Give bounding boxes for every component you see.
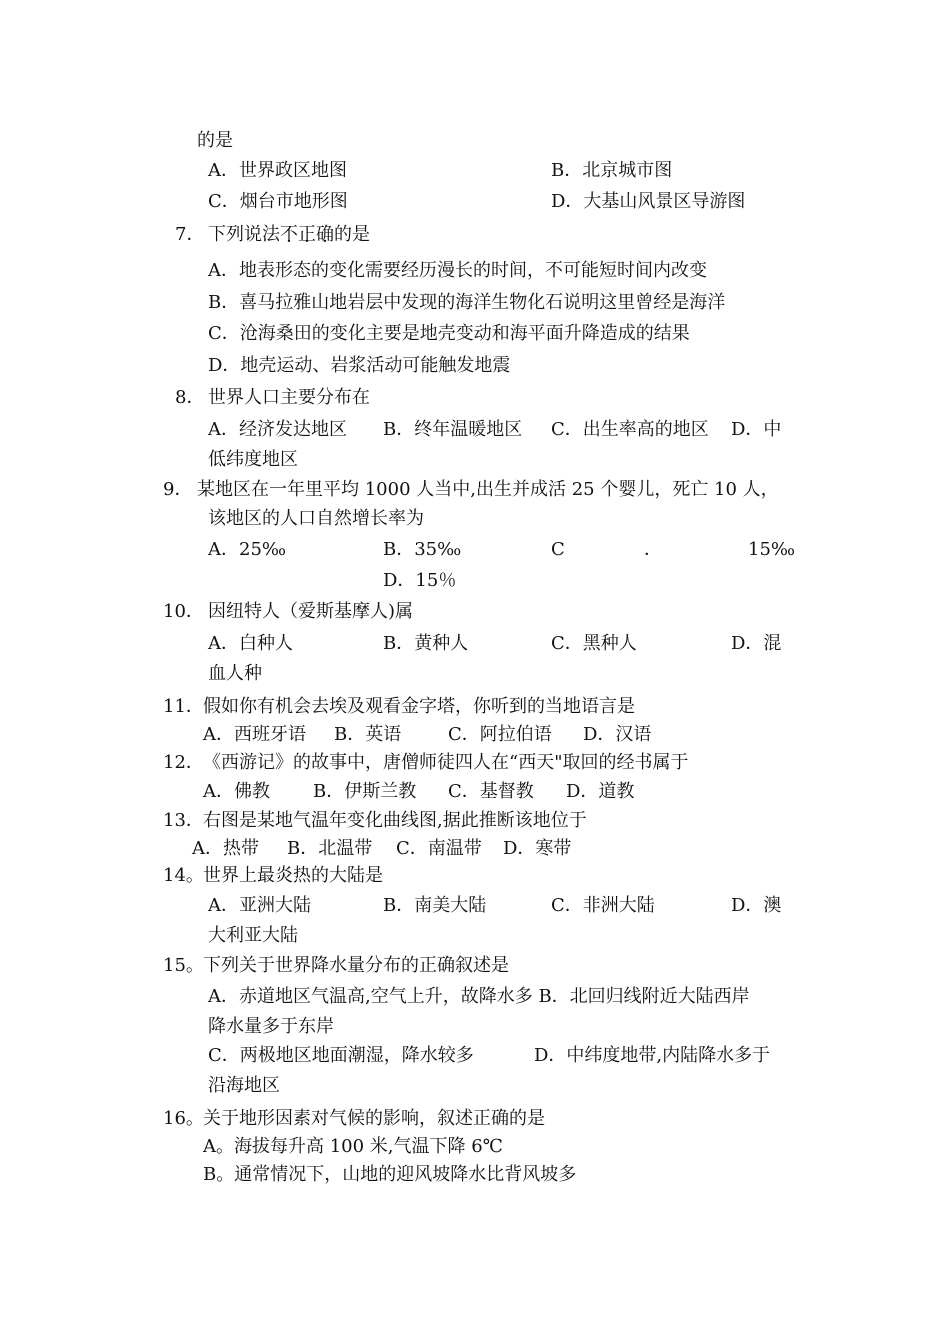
q15-option-b-continued: 降水量多于东岸 bbox=[208, 1016, 334, 1037]
q6-option-b: B．北京城市图 bbox=[551, 160, 673, 181]
q13-stem: 右图是某地气温年变化曲线图,据此推断该地位于 bbox=[203, 810, 587, 831]
q14-option-a: A．亚洲大陆 bbox=[208, 895, 311, 916]
q14-stem: 世界上最炎热的大陆是 bbox=[203, 865, 383, 886]
q12-option-d: D．道教 bbox=[566, 781, 635, 802]
q9-number: 9． bbox=[163, 479, 193, 500]
q7-number: 7． bbox=[175, 224, 205, 245]
q10-option-a: A．白种人 bbox=[208, 633, 293, 654]
q15-option-d: D．中纬度地带,内陆降水多于 bbox=[534, 1045, 771, 1066]
q14-option-d: D．澳 bbox=[731, 895, 782, 916]
q14-option-c: C．非洲大陆 bbox=[551, 895, 655, 916]
q12-stem: 《西游记》的故事中，唐僧师徒四人在“西天"取回的经书属于 bbox=[203, 752, 689, 773]
q15-option-a-b: A．赤道地区气温高,空气上升，故降水多 B．北回归线附近大陆西岸 bbox=[208, 986, 750, 1007]
q9-option-c-value: 15‰ bbox=[748, 539, 796, 560]
q7-option-d: D．地壳运动、岩浆活动可能触发地震 bbox=[208, 355, 511, 376]
q8-option-d-continued: 低纬度地区 bbox=[208, 449, 298, 470]
q11-option-a: A．西班牙语 bbox=[203, 724, 306, 745]
q12-option-c: C．基督教 bbox=[448, 781, 534, 802]
q9-option-d: D．15％ bbox=[383, 570, 457, 591]
q13-option-d: D．寒带 bbox=[503, 838, 572, 859]
q16-number: 16。 bbox=[163, 1108, 204, 1129]
q15-stem: 下列关于世界降水量分布的正确叙述是 bbox=[203, 955, 509, 976]
q8-option-d: D．中 bbox=[731, 419, 782, 440]
q7-stem-pre: 下列说法 bbox=[208, 224, 280, 245]
q14-number: 14。 bbox=[163, 865, 204, 886]
q16-option-a: A。海拔每升高 100 米,气温下降 6℃ bbox=[203, 1136, 503, 1157]
q7-option-b: B．喜马拉雅山地岩层中发现的海洋生物化石说明这里曾经是海洋 bbox=[208, 292, 726, 313]
q7-emphasis-char-2: 正 bbox=[298, 224, 316, 245]
q6-stem-tail: 的是 bbox=[197, 130, 233, 151]
q14-option-b: B．南美大陆 bbox=[383, 895, 487, 916]
q7-stem-post: 的是 bbox=[334, 224, 370, 245]
q7-option-a: A．地表形态的变化需要经历漫长的时间，不可能短时间内改变 bbox=[208, 260, 707, 281]
q12-option-a: A．佛教 bbox=[203, 781, 270, 802]
q9-stem-continued: 该地区的人口自然增长率为 bbox=[208, 508, 424, 529]
q10-option-b: B．黄种人 bbox=[383, 633, 469, 654]
q9-stem: 某地区在一年里平均 1000 人当中,出生并成活 25 个婴儿，死亡 10 人， bbox=[197, 479, 779, 500]
q11-stem: 假如你有机会去埃及观看金字塔，你听到的当地语言是 bbox=[203, 696, 635, 717]
q9-option-b: B．35‰ bbox=[383, 539, 462, 560]
q15-option-c: C．两极地区地面潮湿，降水较多 bbox=[208, 1045, 474, 1066]
q13-option-c: C．南温带 bbox=[396, 838, 482, 859]
q6-option-c: C．烟台市地形图 bbox=[208, 191, 348, 212]
q13-number: 13． bbox=[163, 810, 204, 831]
q7-stem bbox=[208, 224, 370, 246]
q6-option-d: D．大基山风景区导游图 bbox=[551, 191, 746, 212]
q9-option-c-letter: C bbox=[551, 539, 565, 560]
q13-option-a: A．热带 bbox=[192, 838, 259, 859]
q13-option-b: B．北温带 bbox=[287, 838, 373, 859]
q9-option-c-dot: ． bbox=[644, 539, 662, 560]
q12-option-b: B．伊斯兰教 bbox=[313, 781, 417, 802]
q10-number: 10． bbox=[163, 601, 204, 622]
q8-option-b: B．终年温暖地区 bbox=[383, 419, 523, 440]
q16-option-b: B。通常情况下，山地的迎风坡降水比背风坡多 bbox=[203, 1164, 577, 1185]
q10-option-c: C．黑种人 bbox=[551, 633, 637, 654]
q7-emphasis-char-1: 不 bbox=[280, 224, 298, 245]
q8-number: 8． bbox=[175, 387, 205, 408]
q15-number: 15。 bbox=[163, 955, 204, 976]
q6-option-a: A．世界政区地图 bbox=[208, 160, 347, 181]
q8-option-a: A．经济发达地区 bbox=[208, 419, 347, 440]
q15-option-d-continued: 沿海地区 bbox=[208, 1075, 280, 1096]
q8-stem: 世界人口主要分布在 bbox=[208, 387, 370, 408]
q16-stem: 关于地形因素对气候的影响，叙述正确的是 bbox=[203, 1108, 545, 1129]
q10-option-d: D．混 bbox=[731, 633, 782, 654]
q10-option-d-continued: 血人种 bbox=[208, 663, 262, 684]
q10-stem: 因纽特人（爱斯基摩人)属 bbox=[208, 601, 414, 622]
q14-option-d-continued: 大利亚大陆 bbox=[208, 925, 298, 946]
q11-option-c: C．阿拉伯语 bbox=[448, 724, 552, 745]
q12-number: 12． bbox=[163, 752, 204, 773]
q11-option-b: B．英语 bbox=[334, 724, 402, 745]
q7-option-c: C．沧海桑田的变化主要是地壳变动和海平面升降造成的结果 bbox=[208, 323, 690, 344]
q11-number: 11． bbox=[163, 696, 204, 717]
q11-option-d: D．汉语 bbox=[583, 724, 652, 745]
q9-option-a: A．25‰ bbox=[208, 539, 287, 560]
q8-option-c: C．出生率高的地区 bbox=[551, 419, 709, 440]
q7-emphasis-char-3: 确 bbox=[316, 224, 334, 245]
